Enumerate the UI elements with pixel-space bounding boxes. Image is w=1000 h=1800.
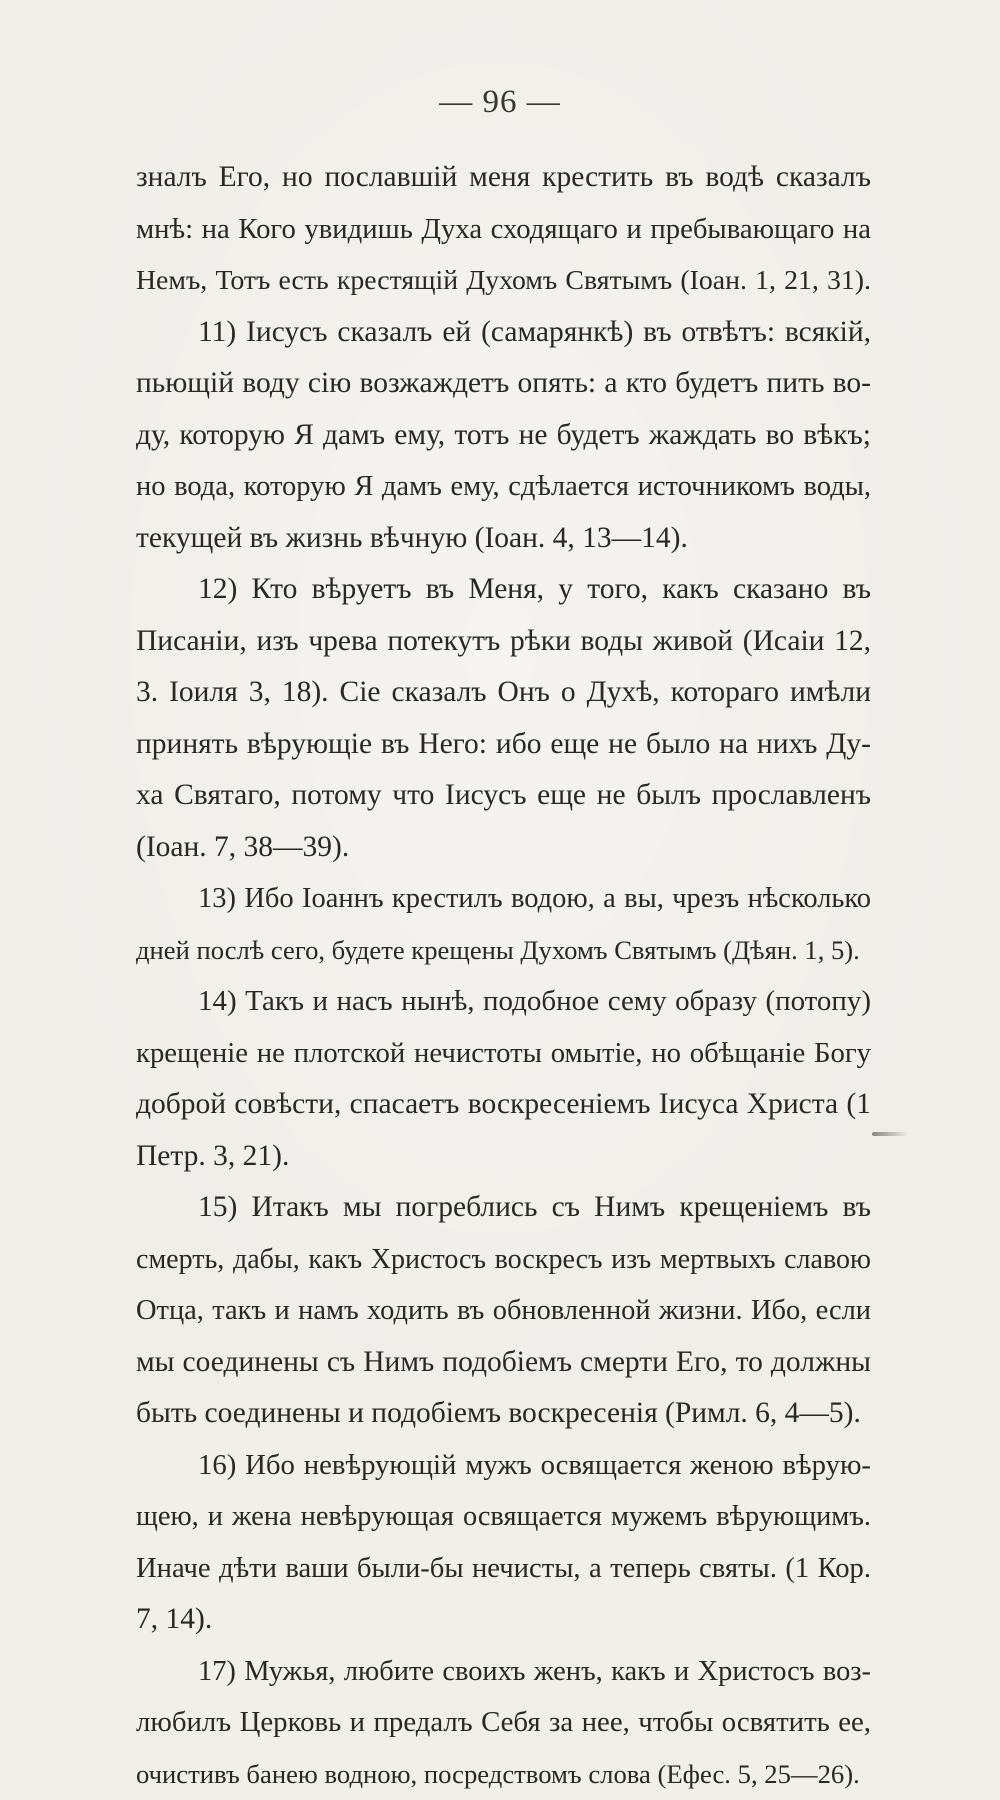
text-line: (Іоан. 7, 38—39). bbox=[136, 822, 871, 874]
text-line: быть соединены и подобіемъ воскресенія (Римл. 6, 4—5). bbox=[136, 1388, 871, 1440]
text-line: 7, 14). bbox=[136, 1594, 871, 1646]
text-line: ду, которую Я дамъ ему, тотъ не будетъ жаждать во вѣкъ; bbox=[136, 410, 871, 462]
ink-smudge bbox=[872, 1132, 908, 1136]
text-line: ха Святаго, потому что Іисусъ еще не былъ прославленъ bbox=[136, 770, 871, 822]
verse-17-start: 17) Мужья, любите своихъ женъ, какъ и Христосъ воз- bbox=[136, 1646, 871, 1698]
text-line: Петр. 3, 21). bbox=[136, 1131, 871, 1183]
text-line: крещеніе не плотской нечистоты омытіе, но обѣщаніе Богу bbox=[136, 1028, 871, 1080]
text-line: принять вѣрующіе въ Него: ибо еще не было на нихъ Ду- bbox=[136, 719, 871, 771]
text-line: Немъ, Тотъ есть крестящій Духомъ Святымъ (Іоан. 1, 21, 31). bbox=[136, 255, 871, 307]
text-line: но вода, которую Я дамъ ему, сдѣлается источникомъ воды, bbox=[136, 461, 871, 513]
text-line: зналъ Его, но пославшій меня крестить въ водѣ сказалъ bbox=[136, 152, 871, 204]
verse-12-start: 12) Кто вѣруетъ въ Меня, у того, какъ сказано въ bbox=[136, 564, 871, 616]
verse-15-start: 15) Итакъ мы погреблись съ Нимъ крещеніемъ въ bbox=[136, 1182, 871, 1234]
verse-16-start: 16) Ибо невѣрующій мужъ освящается женою вѣрую- bbox=[136, 1440, 871, 1492]
body-text bbox=[136, 152, 871, 1800]
text-line: доброй совѣсти, спасаетъ воскресеніемъ Іисуса Христа (1 bbox=[136, 1079, 871, 1131]
text-line: мы соединены съ Нимъ подобіемъ смерти Его, то должны bbox=[136, 1337, 871, 1389]
text-line: 3. Іоиля 3, 18). Сіе сказалъ Онъ о Духѣ, котораго имѣли bbox=[136, 667, 871, 719]
text-line: дней послѣ сего, будете крещены Духомъ Святымъ (Дѣян. 1, 5). bbox=[136, 925, 871, 977]
text-line: текущей въ жизнь вѣчную (Іоан. 4, 13—14). bbox=[136, 513, 871, 565]
verse-11-start: 11) Іисусъ сказалъ ей (самарянкѣ) въ отвѣтъ: всякій, bbox=[136, 307, 871, 359]
text-line: щею, и жена невѣрующая освящается мужемъ вѣрующимъ. bbox=[136, 1491, 871, 1543]
text-line: Иначе дѣти ваши были-бы нечисты, а теперь святы. (1 Кор. bbox=[136, 1543, 871, 1595]
verse-14-start: 14) Такъ и насъ нынѣ, подобное сему образу (потопу) bbox=[136, 976, 871, 1028]
text-line: любилъ Церковь и предалъ Себя за нее, чтобы освятить ее, bbox=[136, 1697, 871, 1749]
text-line: смерть, дабы, какъ Христосъ воскресъ изъ мертвыхъ славою bbox=[136, 1234, 871, 1286]
page-number: — 96 — bbox=[0, 84, 1000, 121]
text-line: пьющій воду сію возжаждетъ опять: а кто будетъ пить во- bbox=[136, 358, 871, 410]
verse-13-start: 13) Ибо Іоаннъ крестилъ водою, а вы, чрезъ нѣсколько bbox=[136, 873, 871, 925]
text-line: Писаніи, изъ чрева потекутъ рѣки воды живой (Исаіи 12, bbox=[136, 616, 871, 668]
text-line: очистивъ банею водною, посредствомъ слова (Ефес. 5, 25—26). bbox=[136, 1749, 871, 1800]
text-line: Отца, такъ и намъ ходить въ обновленной жизни. Ибо, если bbox=[136, 1285, 871, 1337]
text-line: мнѣ: на Кого увидишь Духа сходящаго и пребывающаго на bbox=[136, 204, 871, 256]
